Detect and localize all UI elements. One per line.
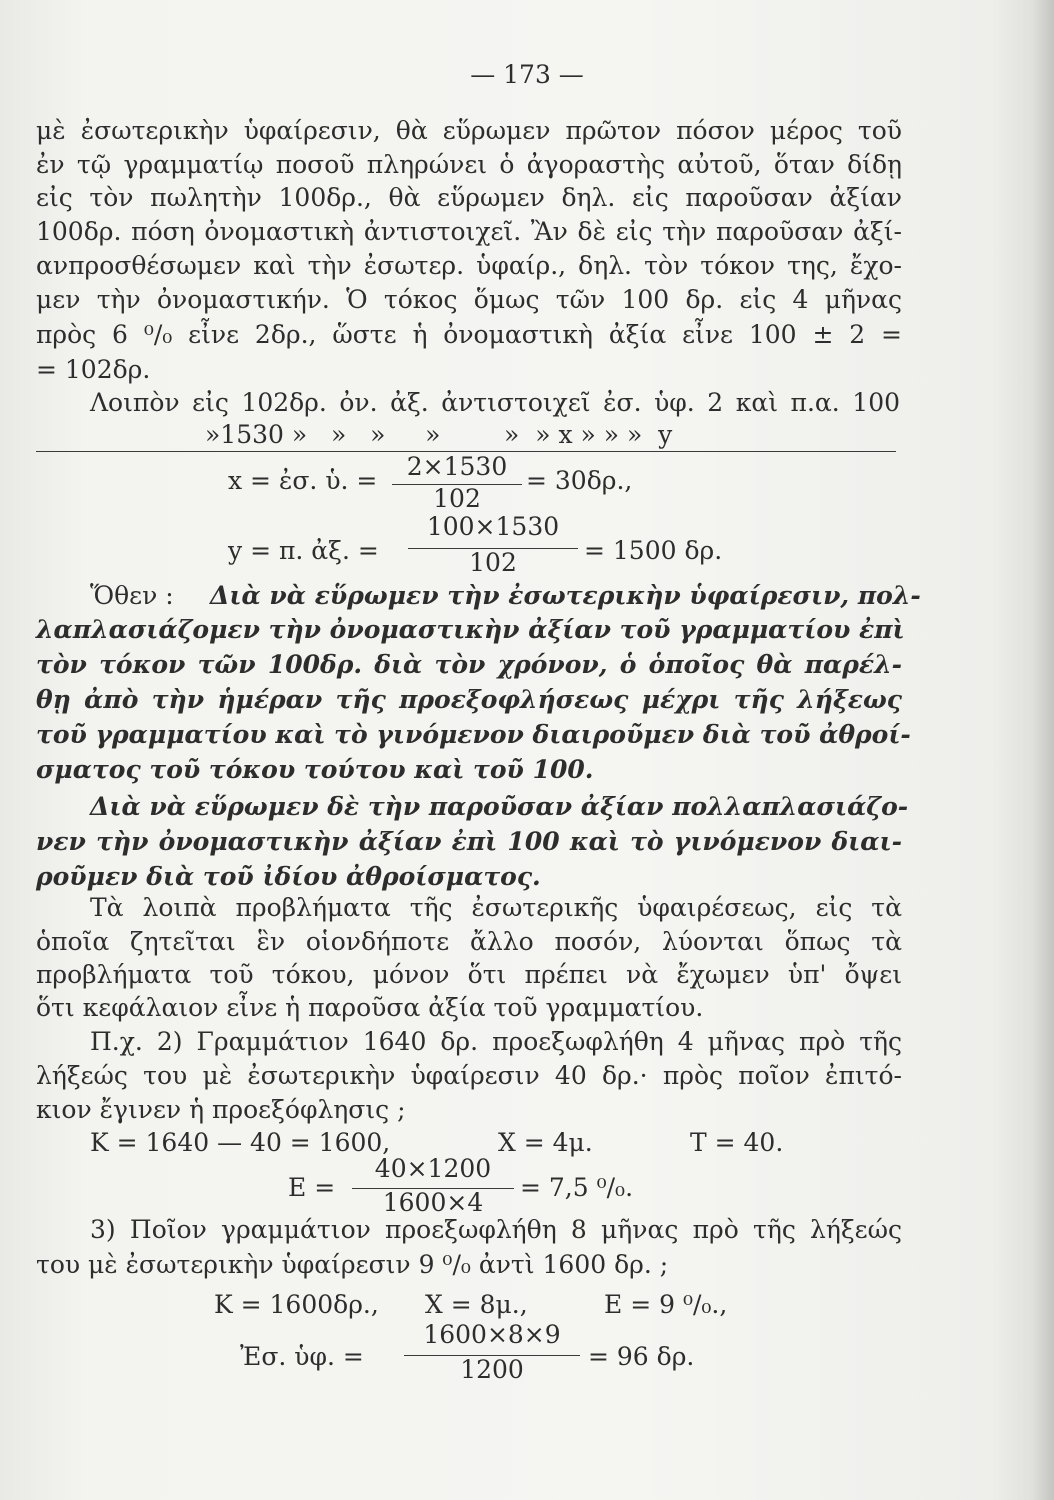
eq-es-right: = 96 δρ. <box>588 1342 695 1371</box>
text-line: πρὸς 6 ⁰/₀ εἶνε 2δρ., ὥστε ἡ ὀνομαστικὴ ἀξία εἶνε 100 ± 2 = <box>36 320 902 349</box>
given-x: X = 8μ., <box>425 1290 528 1319</box>
proportion-row-1: Λοιπὸν εἰς 102δρ. ὀν. ἀξ. ἀντιστοιχεῖ ἐσ. ὑφ. 2 καὶ π.α. 100 <box>90 388 900 417</box>
text-line: μεν τὴν ὀνομαστικήν. Ὁ τόκος ὅμως τῶν 100 δρ. εἰς 4 μῆνας <box>36 285 902 314</box>
rule-line: λαπλασιάζομεν τὴν ὀνομαστικὴν ἀξίαν τοῦ γραμματίου ἐπὶ <box>36 615 905 644</box>
eq-es-denominator: 1200 <box>460 1355 524 1384</box>
given-k: K = 1640 — 40 = 1600, <box>90 1128 391 1157</box>
rule-line: τὸν τόκον τῶν 100δρ. διὰ τὸν χρόνον, ὁ ὁποῖος θὰ παρέλ- <box>36 650 902 679</box>
text-line: του μὲ ἐσωτερικὴν ὑφαίρεσιν 9 ⁰/₀ ἀντὶ 1600 δρ. ; <box>36 1250 669 1279</box>
eq-e-left: E = <box>288 1173 336 1202</box>
eq-y-left: y = π. ἀξ. = <box>228 536 379 565</box>
rule-prefix: Ὅθεν : <box>90 581 174 610</box>
text-line: ανπροσθέσωμεν καὶ τὴν ἐσωτερ. ὑφαίρ., δηλ. τὸν τόκον της, ἔχο- <box>36 251 902 280</box>
rule-line: τοῦ γραμματίου καὶ τὸ γινόμενον διαιροῦμεν διὰ τοῦ ἀθροί- <box>36 720 911 749</box>
text-line: Τὰ λοιπὰ προβλήματα τῆς ἐσωτερικῆς ὑφαιρέσεως, εἰς τὰ <box>90 893 902 922</box>
eq-x-denominator: 102 <box>433 484 481 513</box>
text-line: εἰς τὸν πωλητὴν 100δρ., θὰ εὕρωμεν δηλ. εἰς παροῦσαν ἀξίαν <box>36 183 902 212</box>
text-line: λήξεώς του μὲ ἐσωτερικὴν ὑφαίρεσιν 40 δρ.· πρὸς ποῖον ἐπιτό- <box>36 1061 902 1090</box>
rule-line: ροῦμεν διὰ τοῦ ἰδίου ἀθροίσματος. <box>36 862 541 891</box>
eq-e-denominator: 1600×4 <box>382 1188 484 1217</box>
proportion-row-2: »1530 » » » » » » x » » » y <box>205 420 673 449</box>
text-line: 3) Ποῖον γραμμάτιον προεξωφλήθη 8 μῆνας πρὸ τῆς λήξεώς <box>90 1215 902 1244</box>
eq-e-numerator: 40×1200 <box>374 1154 492 1183</box>
text-line: ἐν τῷ γραμματίῳ ποσοῦ πληρώνει ὁ ἀγοραστὴς αὐτοῦ, ὅταν δίδῃ <box>36 150 902 179</box>
text-line: ὅτι κεφάλαιον εἶνε ἡ παροῦσα ἀξία τοῦ γραμματίου. <box>36 993 704 1022</box>
eq-x-left: x = ἐσ. ὑ. = <box>228 466 378 495</box>
eq-y-numerator: 100×1530 <box>426 512 560 541</box>
eq-es-numerator: 1600×8×9 <box>423 1320 561 1349</box>
eq-x-numerator: 2×1530 <box>406 452 508 481</box>
eq-e-right: = 7,5 ⁰/₀. <box>520 1173 634 1202</box>
text-line: = 102δρ. <box>36 355 151 384</box>
page-edge-shadow <box>1032 0 1054 1500</box>
rule-line: Διὰ νὰ εὕρωμεν δὲ τὴν παροῦσαν ἀξίαν πολλαπλασιάζο- <box>90 792 909 821</box>
text-line: μὲ ἐσωτερικὴν ὑφαίρεσιν, θὰ εὕρωμεν πρῶτον πόσον μέρος τοῦ <box>36 116 902 145</box>
given-k: K = 1600δρ., <box>214 1290 379 1319</box>
text-line: 100δρ. πόση ὀνομαστικὴ ἀντιστοιχεῖ. Ἂν δὲ εἰς τὴν παροῦσαν ἀξί- <box>36 217 902 246</box>
text-line: ὁποῖα ζητεῖται ἓν οἱονδήποτε ἄλλο ποσόν, λύονται ὅπως τὰ <box>36 927 902 956</box>
text-line: Π.χ. 2) Γραμμάτιον 1640 δρ. προεξωφλήθη 4 μῆνας πρὸ τῆς <box>90 1027 902 1056</box>
eq-y-denominator: 102 <box>469 548 517 577</box>
eq-es-left: Ἐσ. ὑφ. = <box>240 1342 364 1371</box>
page-number: — 173 — <box>470 60 584 89</box>
text-line: κιον ἔγινεν ἡ προεξόφλησις ; <box>36 1095 406 1124</box>
text-line: προβλήματα τοῦ τόκου, μόνον ὅτι πρέπει νὰ ἔχωμεν ὑπ' ὄψει <box>36 960 902 989</box>
given-e: E = 9 ⁰/₀., <box>604 1290 728 1319</box>
given-t: T = 40. <box>690 1128 784 1157</box>
given-x: X = 4μ. <box>498 1128 593 1157</box>
rule-line: θῃ ἀπὸ τὴν ἡμέραν τῆς προεξοφλήσεως μέχρι τῆς λήξεως <box>36 685 902 714</box>
eq-y-right: = 1500 δρ. <box>584 536 723 565</box>
rule-line: σματος τοῦ τόκου τούτου καὶ τοῦ 100. <box>36 755 594 784</box>
eq-x-right: = 30δρ., <box>526 466 633 495</box>
rule-line: Διὰ νὰ εὕρωμεν τὴν ἐσωτερικὴν ὑφαίρεσιν, πολ- <box>210 581 921 610</box>
rule-line: νεν τὴν ὀνομαστικὴν ἀξίαν ἐπὶ 100 καὶ τὸ γινόμενον διαι- <box>36 827 902 856</box>
